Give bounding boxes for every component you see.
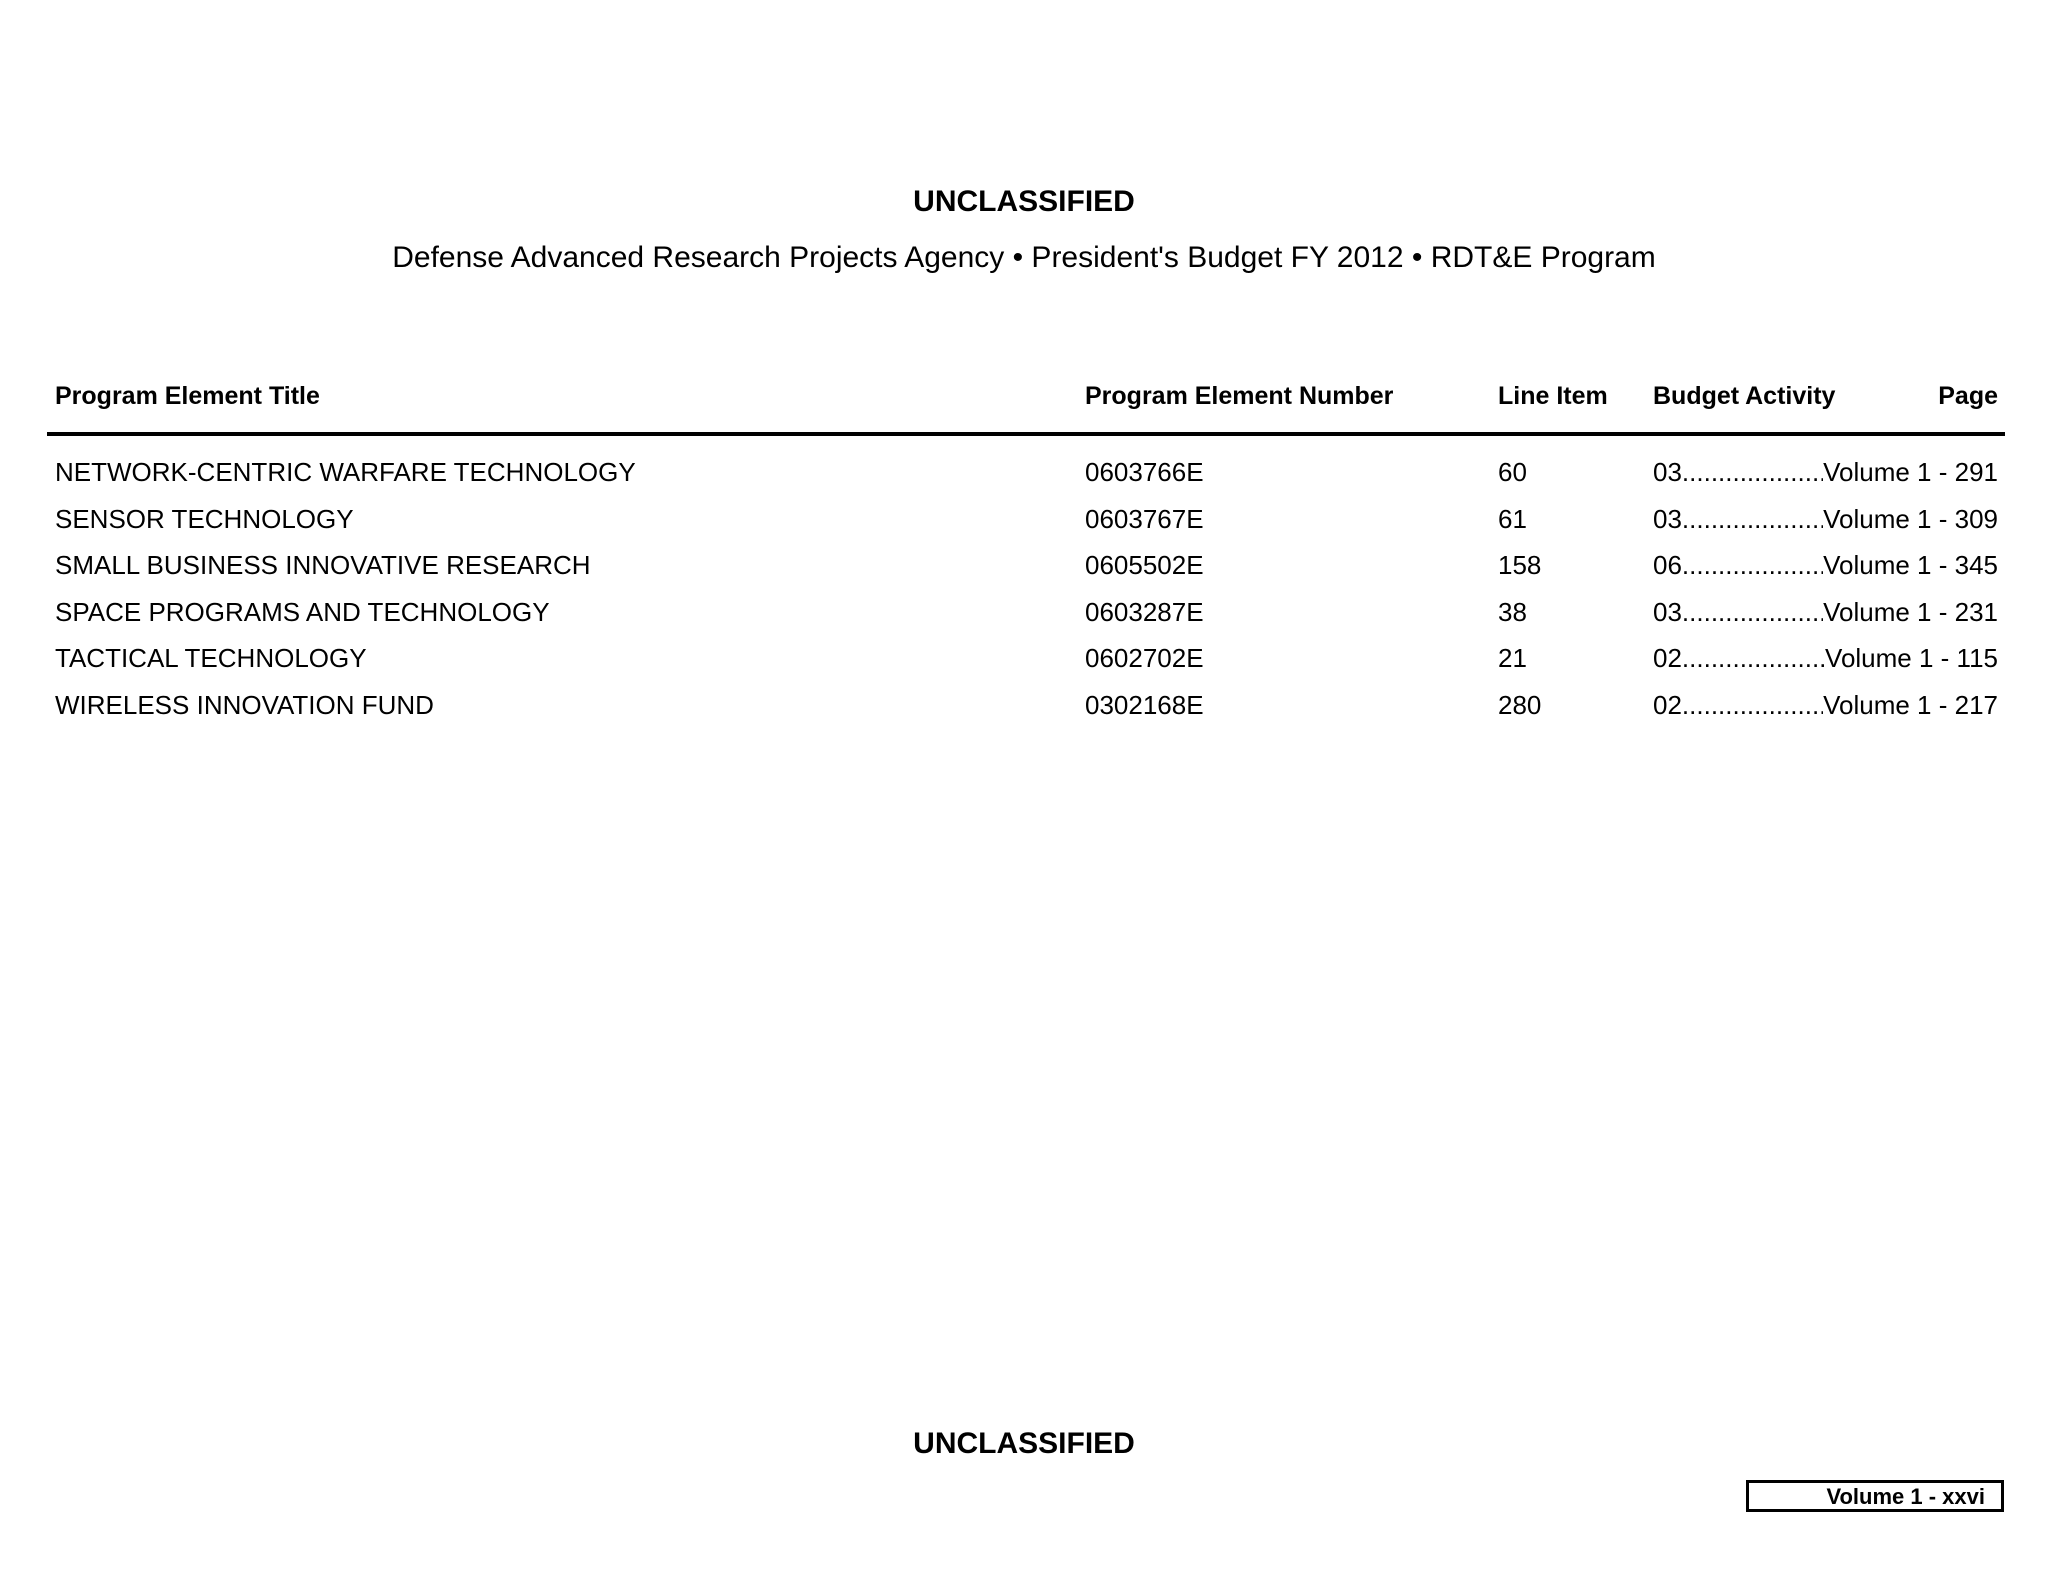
column-header-number: Program Element Number bbox=[1085, 382, 1394, 410]
row-activity-page bbox=[1653, 501, 1998, 537]
row-number: 0603767E bbox=[1085, 503, 1204, 534]
dot-leader bbox=[1682, 640, 1825, 676]
dot-leader bbox=[1682, 501, 1823, 537]
classification-header: UNCLASSIFIED bbox=[913, 185, 1135, 218]
dot-leader bbox=[1682, 547, 1823, 583]
row-line-item: 280 bbox=[1498, 689, 1542, 720]
dot-leader bbox=[1682, 454, 1823, 490]
row-title: WIRELESS INNOVATION FUND bbox=[55, 689, 434, 720]
table-row bbox=[0, 687, 2048, 734]
row-number: 0603287E bbox=[1085, 596, 1204, 627]
row-page: Volume 1 - 291 bbox=[1823, 457, 1998, 487]
row-number: 0302168E bbox=[1085, 689, 1204, 720]
document-subtitle: Defense Advanced Research Projects Agency • President's Budget FY 2012 • RDT&E Program bbox=[392, 241, 1656, 274]
row-number: 0602702E bbox=[1085, 643, 1204, 674]
table-row bbox=[0, 594, 2048, 641]
column-header-line-item: Line Item bbox=[1498, 382, 1608, 410]
row-budget-activity: 03 bbox=[1653, 457, 1682, 487]
dot-leader bbox=[1682, 687, 1823, 723]
table-body bbox=[0, 454, 2048, 734]
row-activity-page bbox=[1653, 687, 1998, 723]
row-page: Volume 1 - 115 bbox=[1825, 643, 1998, 674]
table-row bbox=[0, 454, 2048, 501]
row-title: TACTICAL TECHNOLOGY bbox=[55, 643, 367, 674]
row-page: Volume 1 - 217 bbox=[1823, 689, 1998, 720]
row-title: SENSOR TECHNOLOGY bbox=[55, 503, 354, 534]
row-line-item: 158 bbox=[1498, 550, 1542, 581]
header-divider bbox=[47, 432, 2005, 436]
page-number-box: Volume 1 - xxvi bbox=[1746, 1480, 2004, 1512]
row-line-item: 38 bbox=[1498, 596, 1527, 627]
row-title: NETWORK-CENTRIC WARFARE TECHNOLOGY bbox=[55, 457, 636, 487]
column-header-budget-activity: Budget Activity bbox=[1653, 382, 1836, 410]
row-activity-page bbox=[1653, 547, 1998, 583]
row-line-item: 61 bbox=[1498, 503, 1527, 534]
table-row bbox=[0, 640, 2048, 687]
row-budget-activity: 03 bbox=[1653, 596, 1682, 627]
column-header-page: Page bbox=[1938, 382, 1998, 410]
row-budget-activity: 03 bbox=[1653, 503, 1682, 534]
row-line-item: 21 bbox=[1498, 643, 1527, 674]
row-line-item: 60 bbox=[1498, 457, 1527, 487]
row-page: Volume 1 - 231 bbox=[1823, 596, 1998, 627]
table-header bbox=[0, 378, 2048, 414]
row-title: SMALL BUSINESS INNOVATIVE RESEARCH bbox=[55, 550, 591, 581]
row-activity-page bbox=[1653, 594, 1998, 630]
classification-footer: UNCLASSIFIED bbox=[913, 1427, 1135, 1460]
dot-leader bbox=[1682, 594, 1823, 630]
row-page: Volume 1 - 345 bbox=[1823, 550, 1998, 581]
table-row bbox=[0, 501, 2048, 548]
row-budget-activity: 02 bbox=[1653, 643, 1682, 674]
column-header-title: Program Element Title bbox=[55, 382, 320, 410]
row-activity-page bbox=[1653, 454, 1998, 490]
row-budget-activity: 02 bbox=[1653, 689, 1682, 720]
row-budget-activity: 06 bbox=[1653, 550, 1682, 581]
row-title: SPACE PROGRAMS AND TECHNOLOGY bbox=[55, 596, 550, 627]
row-page: Volume 1 - 309 bbox=[1823, 503, 1998, 534]
row-activity-page bbox=[1653, 640, 1998, 676]
table-row bbox=[0, 547, 2048, 594]
row-number: 0603766E bbox=[1085, 457, 1204, 487]
row-number: 0605502E bbox=[1085, 550, 1204, 581]
